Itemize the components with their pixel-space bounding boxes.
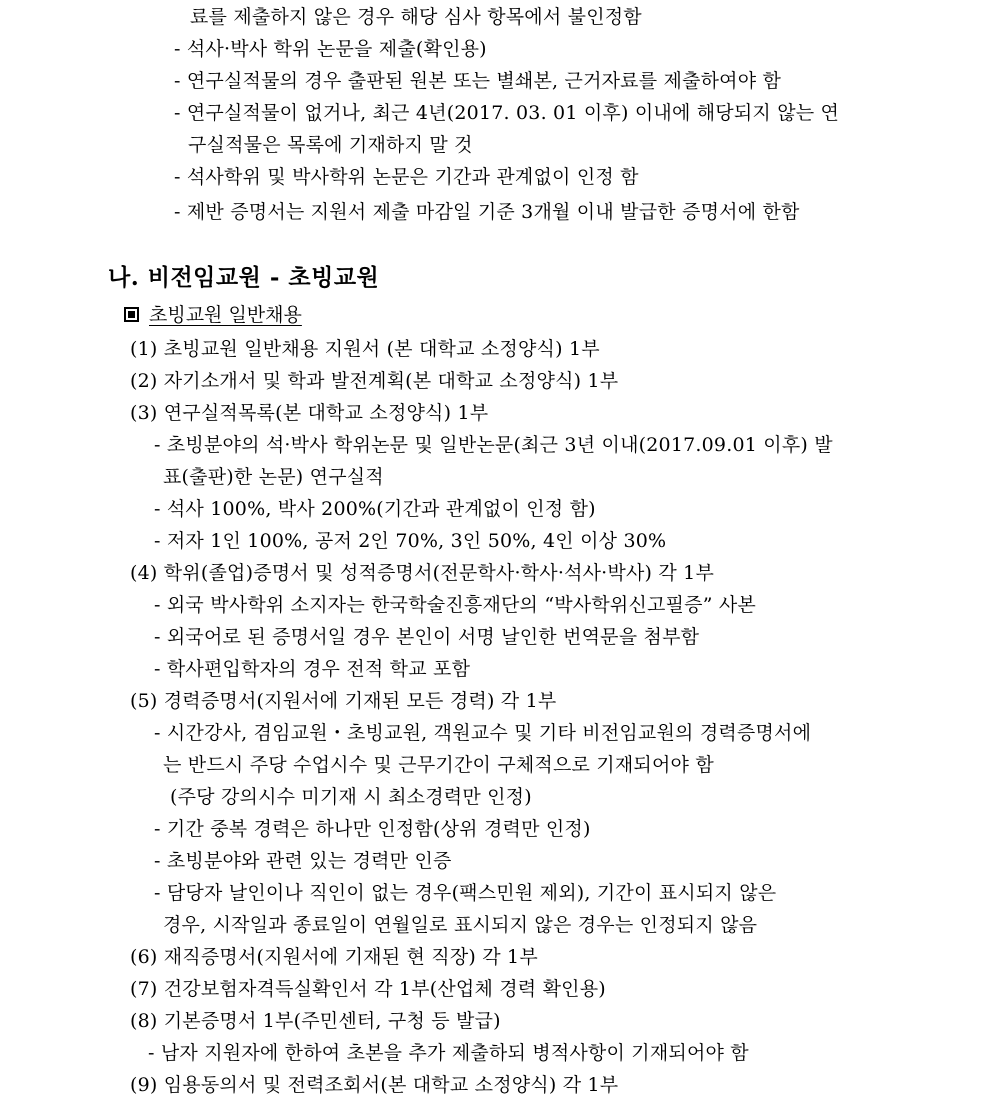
section-heading: 나. 비전임교원 - 초빙교원 [108,264,380,291]
list-item: (4) 학위(졸업)증명서 및 성적증명서(전문학사·학사·석사·박사) 각 1부 [130,562,715,584]
text-line: - 석사학위 및 박사학위 논문은 기간과 관계없이 인정 함 [174,166,639,188]
subsection-title-text: 초빙교원 일반채용 [149,304,302,326]
list-item: (6) 재직증명서(지원서에 기재된 현 직장) 각 1부 [130,946,538,968]
text-line: 구실적물은 목록에 기재하지 말 것 [188,134,473,156]
list-item: (2) 자기소개서 및 학과 발전계획(본 대학교 소정양식) 1부 [130,370,619,392]
list-item: 경우, 시작일과 종료일이 연월일로 표시되지 않은 경우는 인정되지 않음 [163,914,758,936]
list-item: 는 반드시 주당 수업시수 및 근무기간이 구체적으로 기재되어야 함 [163,754,714,776]
filled-square-icon [124,307,139,322]
list-item: (주당 강의시수 미기재 시 최소경력만 인정) [170,786,532,808]
list-item: - 시간강사, 겸임교원・초빙교원, 객원교수 및 기타 비전임교원의 경력증명서에 [154,722,812,744]
list-item: - 초빙분야의 석·박사 학위논문 및 일반논문(최근 3년 이내(2017.09.01 이후) 발 [154,434,833,456]
text-line: - 제반 증명서는 지원서 제출 마감일 기준 3개월 이내 발급한 증명서에 한함 [174,201,800,223]
subsection-title [124,302,302,328]
list-item: (8) 기본증명서 1부(주민센터, 구청 등 발급) [130,1010,501,1032]
list-item: - 외국 박사학위 소지자는 한국학술진흥재단의 “박사학위신고필증” 사본 [154,594,756,616]
list-item: - 초빙분야와 관련 있는 경력만 인증 [154,850,452,872]
list-item: - 기간 중복 경력은 하나만 인정함(상위 경력만 인정) [154,818,591,840]
list-item: (1) 초빙교원 일반채용 지원서 (본 대학교 소정양식) 1부 [130,338,600,360]
text-line: 료를 제출하지 않은 경우 해당 심사 항목에서 불인정함 [190,6,642,28]
text-line: - 연구실적물이 없거나, 최근 4년(2017. 03. 01 이후) 이내에 해당되지 않는 연 [174,102,840,124]
list-item: 표(출판)한 논문) 연구실적 [163,466,384,488]
list-item: - 석사 100%, 박사 200%(기간과 관계없이 인정 함) [154,498,596,520]
text-line: - 연구실적물의 경우 출판된 원본 또는 별쇄본, 근거자료를 제출하여야 함 [174,70,782,92]
list-item: - 남자 지원자에 한하여 초본을 추가 제출하되 병적사항이 기재되어야 함 [148,1042,749,1064]
list-item: - 학사편입학자의 경우 전적 학교 포함 [154,658,471,680]
list-item: - 저자 1인 100%, 공저 2인 70%, 3인 50%, 4인 이상 30% [154,530,667,552]
list-item: (9) 임용동의서 및 전력조회서(본 대학교 소정양식) 각 1부 [130,1074,619,1096]
text-line: - 석사·박사 학위 논문을 제출(확인용) [174,38,487,60]
list-item: (5) 경력증명서(지원서에 기재된 모든 경력) 각 1부 [130,690,557,712]
list-item: - 외국어로 된 증명서일 경우 본인이 서명 날인한 번역문을 첨부함 [154,626,700,648]
list-item: (3) 연구실적목록(본 대학교 소정양식) 1부 [130,402,489,424]
list-item: - 담당자 날인이나 직인이 없는 경우(팩스민원 제외), 기간이 표시되지 않은 [154,882,777,904]
list-item: (7) 건강보험자격득실확인서 각 1부(산업체 경력 확인용) [130,978,606,1000]
